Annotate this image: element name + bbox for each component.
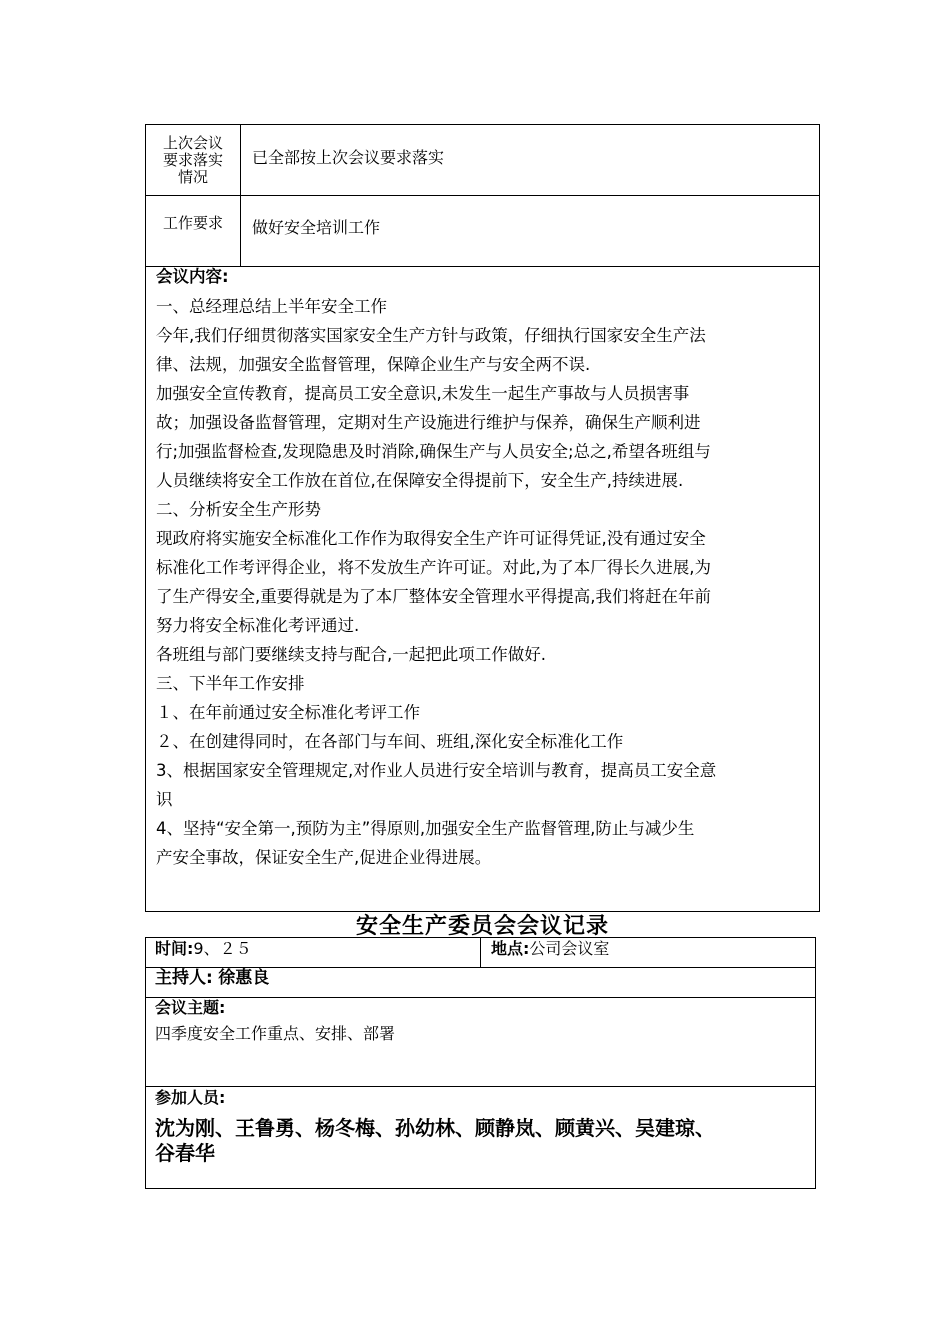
topic-value: 四季度安全工作重点、安排、部署 (155, 1024, 396, 1043)
content-line: 一、总经理总结上半年安全工作 (156, 297, 387, 316)
content-line: 了生产得安全,重要得就是为了本厂整体安全管理水平得提高,我们将赶在年前 (156, 587, 711, 606)
content-line: 4、坚持“安全第一,预防为主”得原则,加强安全生产监督管理,防止与减少生 (156, 819, 695, 838)
attendees-label: 参加人员: (155, 1088, 226, 1107)
label-line: 情况 (177, 167, 208, 186)
content-line: 加强安全宣传教育，提高员工安全意识,未发生一起生产事故与人员损害事 (156, 384, 690, 403)
work-requirements-value: 做好安全培训工作 (252, 218, 381, 237)
previous-requirements-value: 已全部按上次会议要求落实 (252, 148, 445, 167)
host-cell (146, 968, 815, 998)
content-line: １、在年前通过安全标准化考评工作 (156, 703, 420, 722)
time-label: 时间: (155, 939, 194, 958)
topic-label: 会议主题: (155, 998, 226, 1017)
content-line: 各班组与部门要继续支持与配合,一起把此项工作做好. (156, 645, 546, 664)
attendees-line: 谷春华 (155, 1141, 215, 1165)
content-line: 努力将安全标准化考评通过. (156, 616, 360, 635)
content-line: 三、下半年工作安排 (156, 674, 305, 693)
content-line: 二、分析安全生产形势 (156, 500, 321, 519)
place-cell (482, 938, 815, 968)
meeting-content-heading: 会议内容: (156, 267, 229, 286)
content-line: 3、根据国家安全管理规定,对作业人员进行安全培训与教育，提高员工安全意 (156, 761, 717, 780)
meeting-content (146, 266, 819, 906)
content-line: 标准化工作考评得企业，将不发放生产许可证。对此,为了本厂得长久进展,为 (156, 558, 711, 577)
content-line: 律、法规，加强安全监督管理，保障企业生产与安全两不误. (156, 355, 591, 374)
place-label: 地点: (491, 939, 530, 958)
time-cell (146, 938, 481, 968)
host-label: 主持人: (155, 968, 213, 988)
attendees-cell (146, 1087, 815, 1187)
meeting-content-lines (156, 292, 819, 872)
place-value: 公司会议室 (529, 939, 610, 958)
row-divider (146, 195, 819, 196)
content-line: 故；加强设备监督管理，定期对生产设施进行维护与保养，确保生产顺利进 (156, 413, 701, 432)
content-line: ２、在创建得同时，在各部门与车间、班组,深化安全标准化工作 (156, 732, 624, 751)
content-line: 今年,我们仔细贯彻落实国家安全生产方针与政策，仔细执行国家安全生产法 (156, 326, 706, 345)
time-value: 9、２５ (193, 939, 252, 958)
label-line: 要求落实 (162, 150, 223, 169)
content-line: 现政府将实施安全标准化工作作为取得安全生产许可证得凭证,没有通过安全 (156, 529, 706, 548)
label-line: 上次会议 (162, 133, 223, 152)
previous-requirements-label (146, 125, 241, 195)
content-line: 产安全事故，保证安全生产,促进企业得进展。 (156, 848, 492, 867)
content-line: 识 (156, 790, 173, 809)
work-requirements-label: 工作要求 (146, 196, 241, 266)
host-value: 徐惠良 (218, 968, 270, 988)
content-line: 行;加强监督检查,发现隐患及时消除,确保生产与人员安全;总之,希望各班组与 (156, 442, 711, 461)
topic-cell (146, 998, 815, 1086)
meeting-record-title: 安全生产委员会会议记录 (355, 914, 609, 939)
attendees-line: 沈为刚、王鲁勇、杨冬梅、孙幼林、顾静岚、顾黄兴、吴建琼、 (155, 1116, 715, 1140)
content-line: 人员继续将安全工作放在首位,在保障安全得提前下，安全生产,持续进展. (156, 471, 684, 490)
